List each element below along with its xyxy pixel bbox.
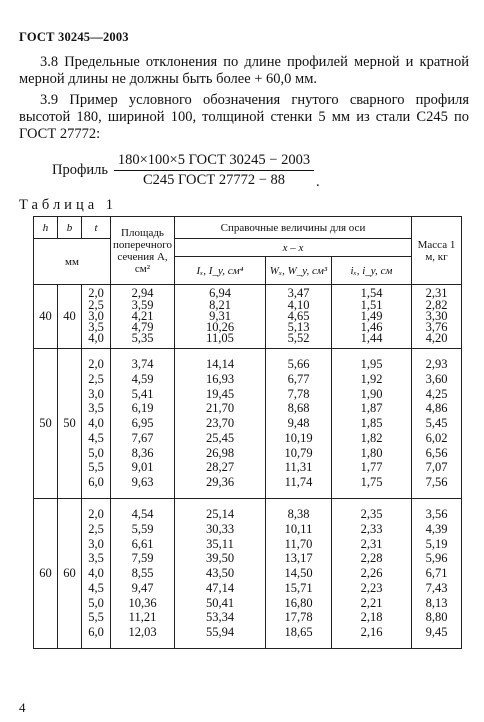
cell-h: 50: [34, 349, 58, 499]
value-list: [82, 507, 110, 640]
value-list: [412, 357, 461, 490]
table-value: 4,10: [287, 297, 310, 312]
table-value: 8,38: [287, 506, 310, 521]
table-value: 4,20: [425, 331, 448, 346]
table-value: 1,75: [360, 475, 383, 490]
table-value: 21,70: [205, 401, 235, 416]
table-value: 1,49: [360, 308, 383, 323]
table-row: [34, 349, 462, 499]
table-value: 1,80: [360, 445, 383, 460]
cell-t-column: [82, 349, 111, 499]
table-value: 11,74: [284, 475, 313, 490]
value-list: [82, 357, 110, 490]
table-value: 3,74: [131, 356, 154, 371]
table-value: 6,19: [131, 401, 154, 416]
page-number: 4: [19, 700, 26, 715]
value-list: [412, 507, 461, 640]
value-list: [82, 288, 110, 344]
table-value: 2,16: [360, 625, 383, 640]
table-value: 4,39: [425, 521, 448, 536]
table-value: 3,60: [425, 371, 448, 386]
table-row: [34, 499, 462, 649]
table-value: 9,31: [209, 308, 231, 323]
table-value: 5,52: [287, 331, 310, 346]
cell-w-column: [266, 349, 332, 499]
cell-i-column: [175, 499, 266, 649]
table-value: 17,78: [284, 610, 313, 625]
table-value: 3,76: [425, 320, 448, 335]
formula-numerator: 180×100×5 ГОСТ 30245 − 2003: [117, 152, 311, 168]
table-value: 5,0: [88, 595, 104, 610]
table-value: 4,25: [425, 386, 448, 401]
table-value: 2,31: [425, 286, 448, 301]
table-value: 39,50: [205, 551, 235, 566]
table-value: 14,14: [205, 356, 235, 371]
table-body: [34, 285, 462, 649]
formula-fraction: [114, 152, 314, 189]
profile-table: [33, 216, 462, 649]
table-value: 12,03: [128, 625, 157, 640]
cell-h: 60: [34, 499, 58, 649]
table-title: Таблица 1: [19, 197, 118, 213]
formula-denominator: С245 ГОСТ 27772 − 88: [142, 172, 286, 188]
table-value: 35,11: [206, 536, 234, 551]
cell-m-column: [412, 499, 462, 649]
header-h: h: [34, 217, 58, 239]
value-list: [111, 507, 174, 640]
cell-b: 60: [58, 499, 82, 649]
cell-b: 50: [58, 349, 82, 499]
table-value: 2,21: [360, 595, 383, 610]
table-value: 7,43: [425, 580, 448, 595]
cell-t-column: [82, 285, 111, 349]
table-value: 3,30: [425, 308, 448, 323]
table-value: 9,47: [131, 580, 154, 595]
table-value: 4,65: [287, 308, 310, 323]
table-value: 11,31: [284, 460, 313, 475]
cell-i-column: [332, 499, 412, 649]
table-value: 15,71: [284, 580, 313, 595]
table-value: 1,87: [360, 401, 383, 416]
header-radius: iₓ, i_y, см: [332, 257, 412, 285]
table-value: 5,5: [88, 610, 104, 625]
table-value: 4,5: [88, 430, 104, 445]
table-value: 4,86: [425, 401, 448, 416]
table-value: 6,61: [131, 536, 154, 551]
table-value: 30,33: [205, 521, 235, 536]
table-value: 4,5: [88, 580, 104, 595]
table-value: 6,0: [88, 625, 104, 640]
table-value: 5,0: [88, 445, 104, 460]
table-value: 4,0: [88, 331, 104, 346]
table-value: 2,18: [360, 610, 383, 625]
table-value: 5,96: [425, 551, 448, 566]
table-value: 5,35: [131, 331, 154, 346]
cell-i-column: [175, 285, 266, 349]
cell-i-column: [175, 349, 266, 499]
header-b: b: [58, 217, 82, 239]
table-value: 2,93: [425, 356, 448, 371]
document-header: ГОСТ 30245—2003: [19, 30, 129, 44]
table-row: [34, 285, 462, 349]
header-inertia: Iₓ, I_y, см⁴: [175, 257, 266, 285]
table-value: 3,0: [88, 386, 104, 401]
table-value: 1,46: [360, 320, 383, 335]
value-list: [332, 288, 411, 344]
table-value: 50,41: [205, 595, 235, 610]
value-list: [332, 507, 411, 640]
table-value: 2,0: [88, 506, 104, 521]
table-value: 13,17: [284, 551, 313, 566]
table-value: 16,80: [284, 595, 313, 610]
fraction-bar: [114, 170, 314, 171]
table-value: 26,98: [205, 445, 235, 460]
table-value: 28,27: [205, 460, 235, 475]
formula-end: .: [316, 174, 320, 190]
table-value: 16,93: [205, 371, 235, 386]
table-value: 5,13: [287, 320, 310, 335]
table-value: 4,21: [131, 308, 154, 323]
table-value: 9,45: [425, 625, 448, 640]
table-value: 10,19: [284, 430, 313, 445]
table-value: 2,0: [88, 286, 104, 301]
table-value: 55,94: [205, 625, 235, 640]
header-area: Площадь поперечного сечения A, см²: [111, 217, 175, 285]
table-value: 6,95: [131, 416, 154, 431]
table-value: 3,5: [88, 551, 104, 566]
value-list: [175, 507, 265, 640]
table-value: 3,5: [88, 401, 104, 416]
value-list: [266, 288, 331, 344]
cell-w-column: [266, 285, 332, 349]
value-list: [111, 288, 174, 344]
table-value: 8,68: [287, 401, 310, 416]
value-list: [175, 357, 265, 490]
table-value: 1,90: [360, 386, 383, 401]
table-value: 23,70: [205, 416, 235, 431]
table-value: 4,79: [131, 320, 154, 335]
table-value: 4,54: [131, 506, 154, 521]
cell-m-column: [412, 349, 462, 499]
table-value: 1,92: [360, 371, 383, 386]
value-list: [266, 507, 331, 640]
table-value: 8,55: [131, 566, 154, 581]
header-t: t: [82, 217, 111, 239]
table-value: 25,14: [205, 506, 235, 521]
table-value: 3,59: [131, 297, 154, 312]
table-value: 4,59: [131, 371, 154, 386]
table-value: 25,45: [205, 430, 235, 445]
header-unit: мм: [34, 239, 111, 285]
table-value: 2,82: [425, 297, 448, 312]
cell-h: 40: [34, 285, 58, 349]
table-value: 53,34: [205, 610, 235, 625]
cell-a-column: [111, 349, 175, 499]
table-value: 1,82: [360, 430, 383, 445]
cell-a-column: [111, 499, 175, 649]
table-value: 47,14: [205, 580, 235, 595]
table-value: 4,0: [88, 566, 104, 581]
cell-a-column: [111, 285, 175, 349]
table-value: 10,26: [205, 320, 235, 335]
formula-label: Профиль: [52, 162, 108, 178]
table-value: 5,45: [425, 416, 448, 431]
table-value: 43,50: [205, 566, 235, 581]
table-value: 11,05: [206, 331, 234, 346]
table-value: 3,47: [287, 286, 310, 301]
table-value: 9,63: [131, 475, 154, 490]
paragraph-3-8: 3.8 Предельные отклонения по длине профилей мерной и кратной мерной длины не должны быть более + 60,0 мм.: [19, 54, 469, 87]
table-value: 6,02: [425, 430, 448, 445]
header-reference: Справочные величины для оси: [175, 217, 412, 239]
table-value: 4,0: [88, 416, 104, 431]
cell-b: 40: [58, 285, 82, 349]
value-list: [332, 357, 411, 490]
table-value: 2,31: [360, 536, 383, 551]
table-value: 7,56: [425, 475, 448, 490]
value-list: [111, 357, 174, 490]
table-value: 14,50: [284, 566, 313, 581]
table-value: 1,77: [360, 460, 383, 475]
header-mass: Масса 1 м, кг: [412, 217, 462, 285]
table-value: 7,67: [131, 430, 154, 445]
table-value: 2,94: [131, 286, 154, 301]
table-value: 6,77: [287, 371, 310, 386]
table-value: 9,01: [131, 460, 154, 475]
header-axis: x – x: [175, 239, 412, 257]
table-value: 7,78: [287, 386, 310, 401]
table-value: 7,07: [425, 460, 448, 475]
cell-i-column: [332, 285, 412, 349]
value-list: [412, 288, 461, 344]
table-value: 5,59: [131, 521, 154, 536]
table-value: 6,71: [425, 566, 448, 581]
table-value: 1,44: [360, 331, 383, 346]
table-value: 29,36: [205, 475, 235, 490]
table-value: 10,11: [284, 521, 313, 536]
table-value: 1,85: [360, 416, 383, 431]
table-value: 1,51: [360, 297, 383, 312]
header-modulus: Wₓ, W_y, см³: [266, 257, 332, 285]
table-value: 2,26: [360, 566, 383, 581]
value-list: [266, 357, 331, 490]
table-value: 2,35: [360, 506, 383, 521]
table-value: 11,21: [128, 610, 157, 625]
paragraph-3-9: 3.9 Пример условного обозначения гнутого сварного профиля высотой 180, шириной 100, толщиной стенки 5 мм из стали С245 по ГОСТ 27772:: [19, 92, 469, 142]
table-value: 8,21: [209, 297, 231, 312]
table-value: 3,0: [88, 536, 104, 551]
table-value: 8,36: [131, 445, 154, 460]
table-value: 3,56: [425, 506, 448, 521]
table-value: 5,5: [88, 460, 104, 475]
table-value: 5,41: [131, 386, 154, 401]
table-value: 7,59: [131, 551, 154, 566]
table-value: 9,48: [287, 416, 310, 431]
table-value: 2,33: [360, 521, 383, 536]
table-value: 3,5: [88, 320, 104, 335]
table-value: 1,54: [360, 286, 383, 301]
value-list: [175, 288, 265, 344]
table-value: 2,5: [88, 521, 104, 536]
table-value: 6,56: [425, 445, 448, 460]
cell-w-column: [266, 499, 332, 649]
table-value: 8,13: [425, 595, 448, 610]
table-value: 6,94: [209, 286, 231, 301]
table-value: 5,19: [425, 536, 448, 551]
table-value: 10,79: [284, 445, 313, 460]
table-value: 5,66: [287, 356, 310, 371]
table-value: 3,0: [88, 308, 104, 323]
table-value: 6,0: [88, 475, 104, 490]
table-value: 10,36: [128, 595, 157, 610]
cell-i-column: [332, 349, 412, 499]
table-value: 2,23: [360, 580, 383, 595]
table-value: 8,80: [425, 610, 448, 625]
cell-t-column: [82, 499, 111, 649]
table-value: 1,95: [360, 356, 383, 371]
table-value: 2,5: [88, 297, 104, 312]
table-value: 2,5: [88, 371, 104, 386]
cell-m-column: [412, 285, 462, 349]
table-value: 18,65: [284, 625, 313, 640]
table-value: 2,28: [360, 551, 383, 566]
table-value: 19,45: [205, 386, 235, 401]
table-value: 11,70: [284, 536, 313, 551]
table-value: 2,0: [88, 356, 104, 371]
